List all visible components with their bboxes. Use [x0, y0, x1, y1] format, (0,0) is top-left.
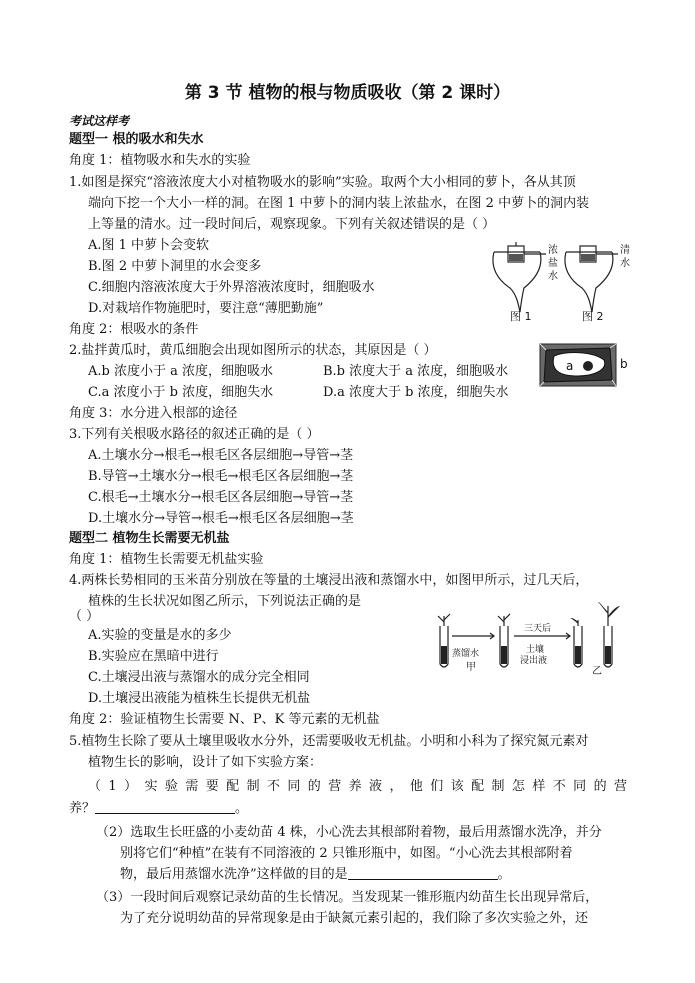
fig-jia-label: 甲: [466, 662, 476, 673]
angle-2-heading: 角度 2：根吸水的条件: [69, 322, 199, 337]
q2-option-a: A.b 浓度小于 a 浓度，细胞吸水: [88, 364, 273, 379]
q4-option-a: A.实验的变量是水的多少: [88, 628, 232, 643]
q1-stem-line1: 1.如图是探究“溶液浓度大小对植物吸水的影响”实验。取两个大小相同的萝卜，各从其顶: [69, 175, 576, 190]
fig2-label-shui: 水: [620, 258, 630, 269]
fig2-caption: 图 2: [582, 310, 604, 322]
exam-label: 考试这样考: [69, 114, 130, 128]
q2-option-b: B.b 浓度大于 a 浓度，细胞吸水: [323, 364, 509, 379]
q4-stem-line1: 4.两株长势相同的玉米苗分别放在等量的土壤浸出液和蒸馏水中，如图甲所示，过几天后，: [69, 573, 589, 588]
q1-radish-figure: [488, 240, 634, 322]
q1-stem-line2: 端向下挖一个大小一样的洞。在图 1 中萝卜的洞内装上浓盐水，在图 2 中萝卜的洞内装: [88, 196, 590, 211]
q5-sub1-answer-blank[interactable]: [95, 800, 235, 814]
cell-label-b: b: [620, 357, 628, 371]
q4-answer-paren: （ ）: [69, 609, 100, 624]
angle-4-heading: 角度 1：植物生长需要无机盐实验: [69, 552, 264, 567]
q2-option-c: C.a 浓度小于 b 浓度，细胞失水: [88, 385, 274, 400]
fig1-label-nong: 浓: [548, 245, 558, 256]
q1-option-c: C.细胞内溶液浓度大于外界溶液浓度时，细胞吸水: [88, 280, 375, 295]
page-title: 第 3 节 植物的根与物质吸收（第 2 课时）: [184, 83, 511, 103]
fig2-label-qing: 清: [620, 245, 630, 256]
fig-three-days-label: 三天后: [524, 624, 552, 634]
q5-sub2-line3: [120, 866, 511, 884]
topic-2-heading: 题型二 植物生长需要无机盐: [69, 531, 230, 546]
q5-sub1-line1: （1）实验需要配制不同的营养液，他们该配制怎样不同的营: [88, 779, 630, 794]
q2-option-d: D.a 浓度大于 b 浓度，细胞失水: [323, 385, 509, 400]
cell-label-a: a: [566, 359, 574, 373]
q1-option-b: B.图 2 中萝卜洞里的水会变多: [88, 259, 262, 274]
q4-option-d: D.土壤浸出液能为植株生长提供无机盐: [88, 691, 311, 706]
q5-sub3-line1: （3）一段时间后观察记录幼苗的生长情况。当发现某一锥形瓶内幼苗生长出现异常后，: [96, 890, 599, 905]
q4-option-c: C.土壤浸出液与蒸馏水的成分完全相同: [88, 670, 310, 685]
q5-sub2-answer-blank[interactable]: [348, 866, 498, 880]
q5-sub2-line2: 别将它们“种植”在装有不同溶液的 2 只锥形瓶中，如图。“小心洗去其根部附着: [120, 846, 573, 861]
q4-option-b: B.实验应在黑暗中进行: [88, 649, 219, 664]
q5-sub2-end: 。: [497, 867, 511, 882]
q5-stem-line1: 5.植物生长除了要从土壤里吸收水分外，还需要吸收无机盐。小明和小科为了探究氮元素对: [69, 734, 589, 749]
q3-option-d: D.土壤水分→导管→根毛→根毛区各层细胞→茎: [88, 511, 354, 526]
topic-1-heading: 题型一 根的吸水和失水: [69, 132, 204, 147]
angle-1-heading: 角度 1：植物吸水和失水的实验: [69, 153, 251, 168]
q5-sub2-line1: （2）选取生长旺盛的小麦幼苗 4 株，小心洗去其根部附着物，最后用蒸馏水洗净，并分: [96, 825, 602, 840]
q4-stem-line2: 植株的生长状况如图乙所示，下列说法正确的是: [88, 594, 362, 609]
q4-seedling-figure: [430, 602, 630, 678]
fig-soil-label-2: 浸出液: [520, 656, 548, 666]
q3-option-a: A.土壤水分→根毛→根毛区各层细胞→导管→茎: [88, 448, 354, 463]
q5-sub1-end: 。: [235, 801, 249, 816]
q2-cell-figure: [538, 342, 628, 388]
q5-sub1-prefix: 养？: [69, 801, 96, 816]
q2-stem: 2.盐拌黄瓜时，黄瓜细胞会出现如图所示的状态，其原因是（ ）: [69, 343, 437, 358]
fig-soil-label-1: 土壤: [526, 645, 545, 655]
angle-3-heading: 角度 3：水分进入根部的途径: [69, 406, 238, 421]
q3-option-b: B.导管→土壤水分→根毛→根毛区各层细胞→茎: [88, 469, 354, 484]
fig1-label-yan: 盐: [548, 258, 558, 269]
q5-sub3-line2: 为了充分说明幼苗的异常现象是由于缺氮元素引起的，我们除了多次实验之外，还: [120, 911, 589, 926]
q3-option-c: C.根毛→土壤水分→根毛区各层细胞→导管→茎: [88, 490, 354, 505]
q5-sub2-prefix: 物，最后用蒸馏水洗净”这样做的目的是: [120, 867, 348, 882]
q1-option-d: D.对栽培作物施肥时，要注意“薄肥勤施”: [88, 301, 324, 316]
fig-yi-label: 乙: [592, 666, 602, 677]
fig1-caption: 图 1: [510, 310, 532, 322]
q3-stem: 3.下列有关根吸水路径的叙述正确的是（ ）: [69, 427, 320, 442]
q5-sub1-line2: [69, 800, 248, 818]
q5-stem-line2: 植物生长的影响，设计了如下实验方案：: [88, 755, 323, 770]
angle-5-heading: 角度 2：验证植物生长需要 N、P、K 等元素的无机盐: [69, 712, 380, 727]
fig-distilled-water-label: 蒸馏水: [452, 649, 480, 659]
fig1-label-shui: 水: [548, 271, 558, 282]
q1-stem-line3: 上等量的清水。过一段时间后，观察现象。下列有关叙述错误的是（ ）: [88, 217, 496, 232]
q1-option-a: A.图 1 中萝卜会变软: [88, 238, 210, 253]
